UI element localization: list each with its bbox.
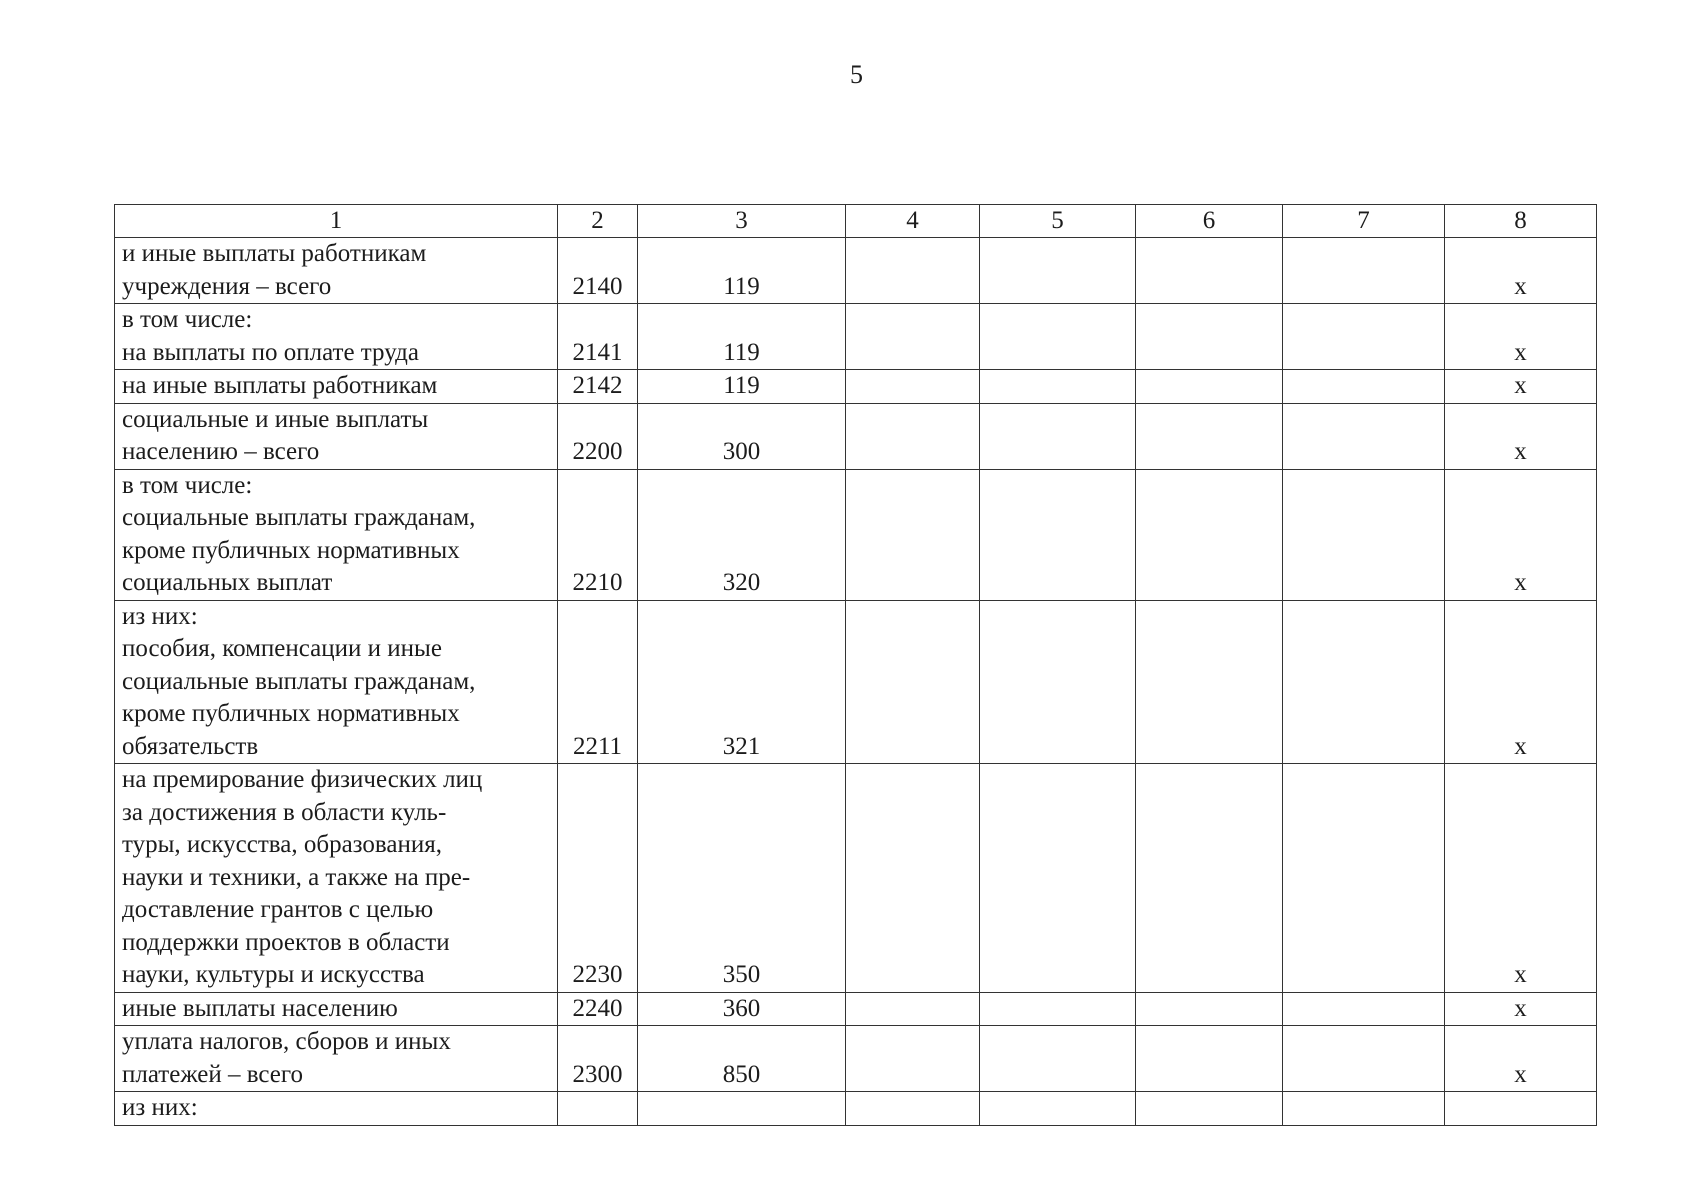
description-line: уплата налогов, сборов и иных [122, 1028, 451, 1055]
column-header-1: 1 [115, 205, 558, 238]
empty-cell-col4 [846, 764, 980, 993]
row-kbk-code: 360 [638, 992, 846, 1026]
empty-cell-col7 [1283, 600, 1445, 764]
description-line: кроме публичных нормативных [122, 536, 460, 564]
empty-cell-col6 [1136, 370, 1283, 404]
description-line: за достижения в области куль- [122, 798, 447, 826]
row-description [115, 238, 558, 304]
description-line: социальные выплаты гражданам, [122, 667, 476, 695]
table-row [115, 370, 1597, 404]
empty-cell-col7 [1283, 370, 1445, 404]
empty-cell-col4 [846, 403, 980, 469]
row-line-code [558, 1092, 638, 1126]
empty-cell-col4 [846, 600, 980, 764]
empty-cell-col5 [980, 600, 1136, 764]
row-kbk-code [638, 1092, 846, 1126]
empty-cell-col7 [1283, 469, 1445, 600]
row-col8-mark: х [1445, 370, 1597, 404]
page-number: 5 [850, 60, 863, 89]
table-row [115, 1092, 1597, 1126]
row-line-code: 2141 [558, 304, 638, 370]
table-row [115, 469, 1597, 600]
column-header-5: 5 [980, 205, 1136, 238]
description-line: поддержки проектов в области [122, 928, 450, 956]
empty-cell-col7 [1283, 1092, 1445, 1126]
description-line: науки и техники, а также на пре- [122, 863, 471, 891]
empty-cell-col4 [846, 304, 980, 370]
empty-cell-col4 [846, 370, 980, 404]
row-line-code: 2200 [558, 403, 638, 469]
empty-cell-col5 [980, 403, 1136, 469]
row-description [115, 370, 558, 404]
empty-cell-col5 [980, 1026, 1136, 1092]
empty-cell-col6 [1136, 304, 1283, 370]
description-line: и иные выплаты работникам [122, 240, 427, 267]
row-description [115, 1092, 558, 1126]
empty-cell-col5 [980, 304, 1136, 370]
row-line-code: 2142 [558, 370, 638, 404]
row-description [115, 600, 558, 764]
row-col8-mark: х [1445, 469, 1597, 600]
table-row [115, 764, 1597, 993]
row-description [115, 764, 558, 993]
column-header-8: 8 [1445, 205, 1597, 238]
row-kbk-code: 300 [638, 403, 846, 469]
table-row [115, 403, 1597, 469]
row-description [115, 469, 558, 600]
table-row [115, 304, 1597, 370]
row-col8-mark: х [1445, 403, 1597, 469]
row-col8-mark: х [1445, 600, 1597, 764]
row-col8-mark: х [1445, 764, 1597, 993]
empty-cell-col4 [846, 1026, 980, 1092]
row-line-code: 2240 [558, 992, 638, 1026]
description-line: социальные выплаты гражданам, [122, 504, 476, 531]
description-line: на иные выплаты работникам [122, 372, 438, 399]
empty-cell-col5 [980, 992, 1136, 1026]
description-line: на выплаты по оплате труда [122, 338, 419, 366]
column-header-2: 2 [558, 205, 638, 238]
description-line: туры, искусства, образования, [122, 831, 442, 858]
empty-cell-col6 [1136, 764, 1283, 993]
description-line: обязательств [122, 732, 259, 760]
table-row [115, 600, 1597, 764]
empty-cell-col6 [1136, 238, 1283, 304]
empty-cell-col5 [980, 370, 1136, 404]
row-col8-mark: х [1445, 304, 1597, 370]
row-kbk-code: 850 [638, 1026, 846, 1092]
empty-cell-col4 [846, 1092, 980, 1126]
description-line: кроме публичных нормативных [122, 700, 460, 727]
empty-cell-col6 [1136, 600, 1283, 764]
row-col8-mark [1445, 1092, 1597, 1126]
row-col8-mark: х [1445, 1026, 1597, 1092]
description-line: населению – всего [122, 438, 320, 465]
description-line: науки, культуры и искусства [122, 961, 425, 988]
table-row [115, 992, 1597, 1026]
row-col8-mark: х [1445, 992, 1597, 1026]
empty-cell-col7 [1283, 403, 1445, 469]
description-line: в том числе: [122, 471, 253, 499]
empty-cell-col5 [980, 764, 1136, 993]
description-line: в том числе: [122, 306, 253, 333]
empty-cell-col6 [1136, 992, 1283, 1026]
row-kbk-code: 320 [638, 469, 846, 600]
empty-cell-col7 [1283, 238, 1445, 304]
budget-table [114, 204, 1597, 1126]
description-line: социальных выплат [122, 569, 333, 596]
column-header-6: 6 [1136, 205, 1283, 238]
description-line: из них: [122, 1094, 198, 1121]
row-kbk-code: 321 [638, 600, 846, 764]
row-kbk-code: 119 [638, 238, 846, 304]
table-row [115, 1026, 1597, 1092]
row-description [115, 304, 558, 370]
empty-cell-col5 [980, 469, 1136, 600]
empty-cell-col7 [1283, 764, 1445, 993]
row-line-code: 2140 [558, 238, 638, 304]
description-line: из них: [122, 602, 198, 630]
empty-cell-col7 [1283, 1026, 1445, 1092]
column-number-row [115, 205, 1597, 238]
description-line: учреждения – всего [122, 272, 332, 300]
description-line: на премирование физических лиц [122, 766, 483, 793]
empty-cell-col7 [1283, 992, 1445, 1026]
description-line: доставление грантов с целью [122, 896, 434, 923]
description-line: платежей – всего [122, 1060, 304, 1088]
empty-cell-col5 [980, 1092, 1136, 1126]
empty-cell-col4 [846, 469, 980, 600]
row-description [115, 403, 558, 469]
description-line: иные выплаты населению [122, 994, 398, 1022]
description-line: пособия, компенсации и иные [122, 635, 442, 662]
row-line-code: 2210 [558, 469, 638, 600]
empty-cell-col6 [1136, 469, 1283, 600]
row-line-code: 2211 [558, 600, 638, 764]
empty-cell-col5 [980, 238, 1136, 304]
empty-cell-col6 [1136, 1026, 1283, 1092]
column-header-3: 3 [638, 205, 846, 238]
description-line: социальные и иные выплаты [122, 405, 429, 433]
row-kbk-code: 119 [638, 370, 846, 404]
column-header-4: 4 [846, 205, 980, 238]
row-description [115, 992, 558, 1026]
empty-cell-col7 [1283, 304, 1445, 370]
empty-cell-col6 [1136, 1092, 1283, 1126]
table-body [115, 238, 1597, 1126]
row-kbk-code: 119 [638, 304, 846, 370]
row-description [115, 1026, 558, 1092]
row-line-code: 2300 [558, 1026, 638, 1092]
empty-cell-col4 [846, 238, 980, 304]
row-line-code: 2230 [558, 764, 638, 993]
table-row [115, 238, 1597, 304]
empty-cell-col6 [1136, 403, 1283, 469]
column-header-7: 7 [1283, 205, 1445, 238]
row-kbk-code: 350 [638, 764, 846, 993]
row-col8-mark: х [1445, 238, 1597, 304]
empty-cell-col4 [846, 992, 980, 1026]
